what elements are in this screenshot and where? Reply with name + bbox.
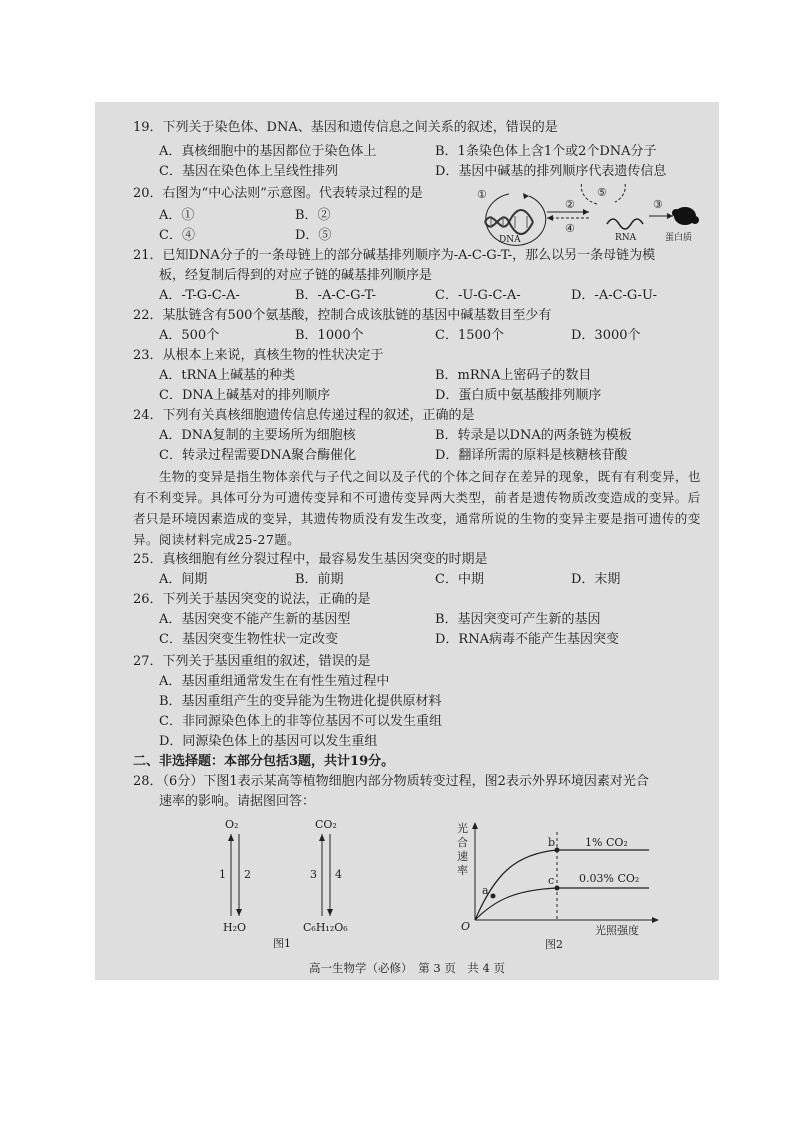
question-26-option-b: B．基因突变可产生新的基因	[435, 612, 601, 627]
question-20-option-c: C．④	[159, 228, 195, 243]
fig2-ylabel-3: 速	[457, 850, 468, 863]
question-27-option-a: A．基因重组通常发生在有性生殖过程中	[159, 674, 390, 689]
question-27-option-d: D．同源染色体上的基因可以发生重组	[159, 734, 378, 749]
question-25-option-c: C．中期	[435, 572, 484, 587]
fig2-label-a: a	[482, 884, 489, 897]
dna-label: DNA	[499, 235, 521, 245]
fig2-ylabel-4: 率	[457, 864, 468, 877]
question-22-stem: 22．某肽链含有500个氨基酸，控制合成该肽链的基因中碱基数目至少有	[133, 308, 552, 323]
fig2-curve2-label: 0.03% CO₂	[579, 872, 640, 885]
question-25-stem: 25．真核细胞有丝分裂过程中，最容易发生基因突变的时期是	[133, 552, 488, 567]
question-24-option-a: A．DNA复制的主要场所为细胞核	[159, 428, 356, 443]
fig1-label-3: 3	[310, 868, 317, 881]
label-4: ④	[565, 222, 575, 235]
question-24-stem: 24．下列有关真核细胞遗传信息传递过程的叙述，正确的是	[133, 408, 475, 423]
question-23-option-a: A．tRNA上碱基的种类	[159, 368, 296, 383]
fig2-caption: 图2	[545, 938, 563, 951]
question-19-option-d: D．基因中碱基的排列顺序代表遗传信息	[435, 164, 667, 179]
question-20-stem: 20．右图为“中心法则”示意图。代表转录过程的是	[133, 186, 423, 201]
fig1-label-2: 2	[244, 868, 251, 881]
fig2-label-c: c	[548, 874, 555, 887]
label-2: ②	[565, 198, 575, 211]
question-26-stem: 26．下列关于基因突变的说法，正确的是	[133, 592, 371, 607]
figure-1	[195, 814, 385, 952]
question-25-option-b: B．前期	[295, 572, 344, 587]
fig2-point-c	[555, 886, 560, 891]
question-23-option-d: D．蛋白质中氨基酸排列顺序	[435, 388, 602, 403]
protein-label: 蛋白质	[665, 233, 693, 243]
question-27-option-c: C．非同源染色体上的非等位基因不可以发生重组	[159, 714, 442, 729]
question-19-option-c: C．基因在染色体上呈线性排列	[159, 164, 338, 179]
fig1-label-4: 4	[335, 868, 342, 881]
figure-2	[435, 814, 665, 952]
fig2-curve1-label: 1% CO₂	[585, 836, 628, 849]
fig2-point-b	[555, 848, 560, 853]
label-1: ①	[477, 188, 487, 201]
question-21-stem-line1: 21．已知DNA分子的一条母链上的部分碱基排列顺序为-A-C-G-T-，那么以另一条母链为模	[133, 248, 656, 263]
question-23-option-c: C．DNA上碱基对的排列顺序	[159, 388, 331, 403]
fig1-glucose-label: C₆H₁₂O₆	[303, 921, 348, 934]
question-20-option-d: D．⑤	[295, 228, 332, 243]
fig1-label-1: 1	[219, 868, 226, 881]
fig2-ylabel-1: 光	[457, 822, 468, 835]
question-26-option-a: A．基因突变不能产生新的基因型	[159, 612, 351, 627]
question-26-option-c: C．基因突变生物性状一定改变	[159, 632, 338, 647]
question-24-option-b: B．转录是以DNA的两条链为模板	[435, 428, 632, 443]
fig2-ylabel-2: 合	[457, 836, 468, 849]
question-27-stem: 27．下列关于基因重组的叙述，错误的是	[133, 654, 371, 669]
fig2-point-a	[491, 894, 496, 899]
fig1-o2-label: O₂	[225, 818, 239, 831]
question-25-option-a: A．间期	[159, 572, 208, 587]
question-19-option-b: B．1条染色体上含1个或2个DNA分子	[435, 144, 657, 159]
question-21-option-d: D．-A-C-G-U-	[571, 288, 658, 303]
fig2-curve-003pct-co2	[475, 888, 649, 920]
question-27-option-b: B．基因重组产生的变异能为生物进化提供原材料	[159, 694, 442, 709]
central-dogma-diagram	[469, 184, 709, 248]
question-21-option-c: C．-U-G-C-A-	[435, 288, 521, 303]
fig2-origin: O	[461, 920, 471, 933]
reading-passage: 生物的变异是指生物体亲代与子代之间以及子代的个体之间存在差异的现象，既有有利变异，也有不利变异。具体可分为可遗传变异和不可遗传变异两大类型，前者是遗传物质改变造成的变异。后者只是环境因素造成的变异，其遗传物质没有发生改变，通常所说的生物的变异主要是指可遗传的变异。阅读材料完成25-27题。	[133, 469, 701, 547]
question-21-stem-line2: 板，经复制后得到的对应子链的碱基排列顺序是	[159, 268, 433, 283]
page-footer: 高一生物学（必修） 第 3 页 共 4 页	[308, 961, 505, 975]
question-24-option-d: D．翻译所需的原料是核糖核苷酸	[435, 448, 628, 463]
question-22-option-d: D．3000个	[571, 328, 641, 343]
question-26-option-d: D．RNA病毒不能产生基因突变	[435, 632, 619, 647]
fig2-curve-1pct-co2	[475, 850, 649, 920]
question-21-option-a: A．-T-G-C-A-	[159, 288, 240, 303]
question-22-option-a: A．500个	[159, 328, 220, 343]
question-23-stem: 23．从根本上来说，真核生物的性状决定于	[133, 348, 384, 363]
question-21-option-b: B．-A-C-G-T-	[295, 288, 377, 303]
section-2-heading: 二、非选择题：本部分包括3题，共计19分。	[133, 754, 395, 769]
question-23-option-b: B．mRNA上密码子的数目	[435, 368, 592, 383]
question-22-option-b: B．1000个	[295, 328, 364, 343]
question-28-stem-line1: 28．（6分）下图1表示某高等植物细胞内部分物质转变过程，图2表示外界环境因素对光合	[133, 774, 649, 789]
label-3: ③	[653, 198, 663, 211]
fig1-co2-label: CO₂	[315, 818, 337, 831]
question-19-option-a: A．真核细胞中的基因都位于染色体上	[159, 144, 377, 159]
question-25-option-d: D．末期	[571, 572, 621, 587]
question-28-stem-line2: 速率的影响。请据图回答：	[159, 794, 316, 809]
question-19-stem: 19．下列关于染色体、DNA、基因和遗传信息之间关系的叙述，错误的是	[133, 120, 558, 135]
exam-page	[95, 102, 719, 980]
question-20-option-b: B．②	[295, 208, 331, 223]
label-5: ⑤	[597, 186, 607, 199]
fig1-caption: 图1	[273, 937, 291, 950]
fig1-h2o-label: H₂O	[223, 921, 247, 934]
question-22-option-c: C．1500个	[435, 328, 505, 343]
fig2-label-b: b	[548, 836, 556, 849]
question-24-option-c: C．转录过程需要DNA聚合酶催化	[159, 448, 357, 463]
question-20-option-a: A．①	[159, 208, 195, 223]
rna-label: RNA	[615, 233, 637, 243]
fig2-xlabel: 光照强度	[595, 924, 639, 937]
